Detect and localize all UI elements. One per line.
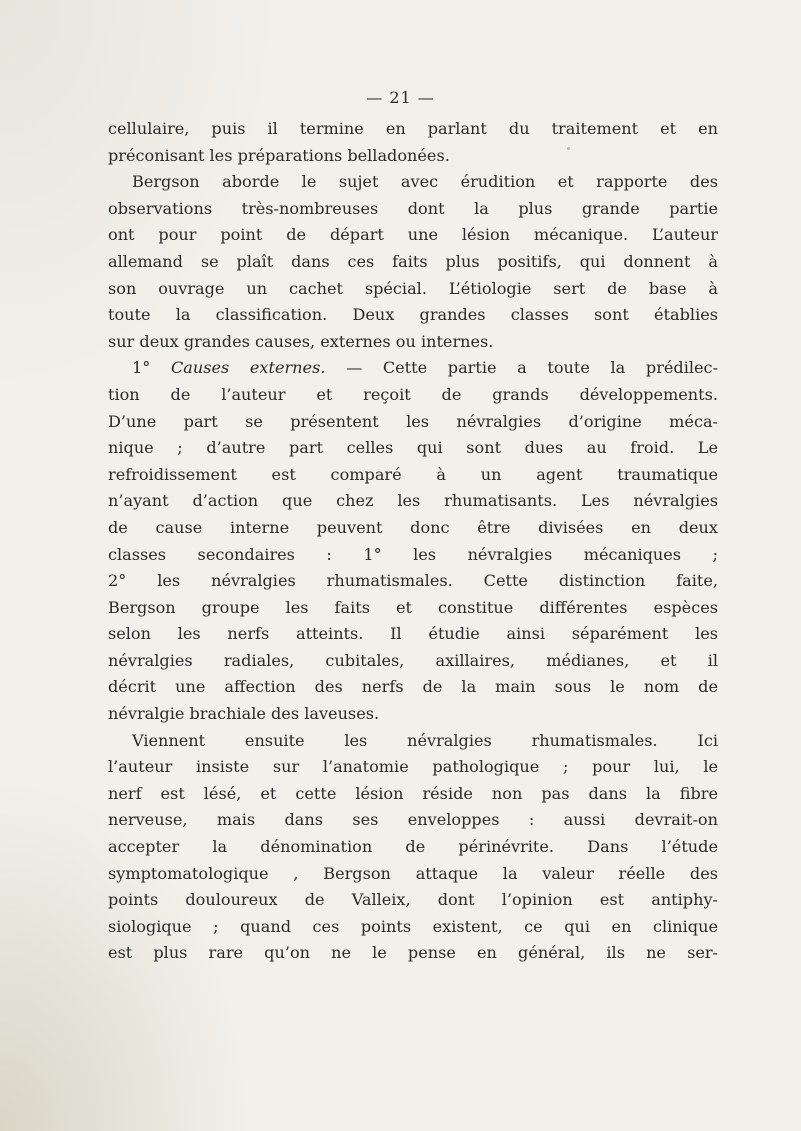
text-line (108, 355, 718, 382)
text-line (108, 914, 718, 941)
line-text: toute la classification. Deux grandes classes sont établies (108, 305, 718, 325)
text-line (108, 595, 718, 622)
line-text: nerveuse, mais dans ses enveloppes : aussi devrait-on (108, 810, 718, 830)
line-text: tion de l’auteur et reçoit de grands développements. (108, 384, 718, 404)
line-text: de cause interne peuvent donc être divisées en deux (108, 517, 718, 537)
text-line (108, 648, 718, 675)
text-line (108, 169, 718, 196)
text-line (108, 754, 718, 781)
text-line (108, 781, 718, 808)
line-text: nerf est lésé, et cette lésion réside non pas dans la fibre (108, 783, 718, 803)
italic-heading: Causes externes. (170, 358, 326, 378)
text-line (108, 940, 718, 967)
line-text: Bergson groupe les faits et constitue différentes espèces (108, 597, 718, 617)
page-number: — 21 — (366, 88, 435, 107)
line-text: classes secondaires : 1° les névralgies mécaniques ; (108, 544, 718, 564)
line-prefix: 1° (132, 358, 171, 378)
text-line (108, 621, 718, 648)
text-line (108, 276, 718, 303)
text-line (108, 302, 718, 329)
line-text: ont pour point de départ une lésion mécanique. L’auteur (108, 225, 718, 245)
text-line (108, 462, 718, 489)
text-line (108, 382, 718, 409)
line-text: refroidissement est comparé à un agent traumatique (108, 464, 718, 484)
text-line (108, 515, 718, 542)
line-text: 2° les névralgies rhumatismales. Cette distinction faite, (108, 571, 718, 591)
text-line (108, 329, 718, 356)
line-text: — Cette partie a toute la prédilec- (325, 358, 719, 378)
line-text: points douloureux de Valleix, dont l’opinion est antiphy- (108, 890, 718, 910)
line-text: sur deux grandes causes, externes ou internes. (108, 331, 494, 351)
text-line (108, 196, 718, 223)
line-text: préconisant les préparations belladonées. (108, 145, 450, 165)
text-line (108, 807, 718, 834)
text-line (108, 887, 718, 914)
line-text: accepter la dénomination de périnévrite. Dans l’étude (108, 837, 718, 857)
text-line (108, 674, 718, 701)
line-text: l’auteur insiste sur l’anatomie pathologique ; pour lui, le (108, 757, 718, 777)
text-line (108, 834, 718, 861)
line-text: siologique ; quand ces points existent, ce qui en clinique (108, 916, 718, 936)
line-text: est plus rare qu’on ne le pense en général, ils ne ser- (108, 943, 718, 963)
line-text: Bergson aborde le sujet avec érudition et rapporte des (132, 172, 718, 192)
body-text (108, 116, 718, 967)
paper-speck (567, 147, 570, 150)
paper-speck (622, 636, 624, 638)
line-text: D’une part se présentent les névralgies d’origine méca- (108, 411, 718, 431)
text-line (108, 488, 718, 515)
line-text: symptomatologique , Bergson attaque la valeur réelle des (108, 863, 718, 883)
line-text: cellulaire, puis il termine en parlant du traitement et en (108, 119, 718, 138)
text-line (108, 542, 718, 569)
line-text: observations très-nombreuses dont la plus grande partie (108, 198, 718, 218)
text-line (108, 116, 718, 143)
line-text: névralgie brachiale des laveuses. (108, 704, 380, 724)
text-line (108, 409, 718, 436)
text-line (108, 249, 718, 276)
line-text: allemand se plaît dans ces faits plus positifs, qui donnent à (108, 251, 718, 271)
text-line (108, 143, 718, 170)
text-line (108, 435, 718, 462)
line-text: décrit une affection des nerfs de la main sous le nom de (108, 677, 718, 697)
line-text: nique ; d’autre part celles qui sont dues au froid. Le (108, 438, 718, 458)
text-line (108, 222, 718, 249)
text-line (108, 728, 718, 755)
text-line (108, 861, 718, 888)
line-text: Viennent ensuite les névralgies rhumatismales. Ici (132, 730, 718, 750)
text-line (108, 701, 718, 728)
line-text: selon les nerfs atteints. Il étudie ainsi séparément les (108, 624, 718, 644)
line-text: névralgies radiales, cubitales, axillaires, médianes, et il (108, 650, 718, 670)
text-line (108, 568, 718, 595)
line-text: n’ayant d’action que chez les rhumatisants. Les névralgies (108, 491, 718, 511)
line-text: son ouvrage un cachet spécial. L’étiologie sert de base à (108, 278, 718, 298)
